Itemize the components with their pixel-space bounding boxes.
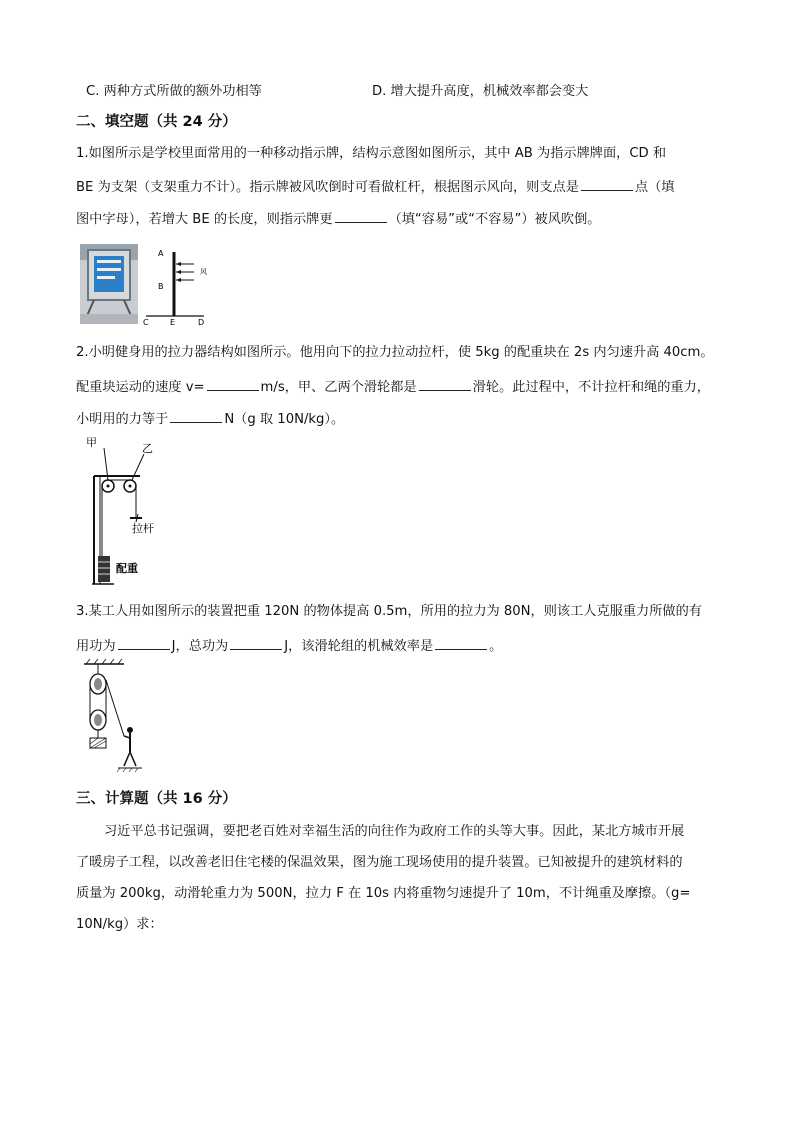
q1-line2 bbox=[76, 176, 674, 197]
q2-line2-text-a: 配重块运动的速度 v= bbox=[76, 380, 205, 395]
label-jia: 甲 bbox=[86, 436, 97, 449]
q1-line1: 1.如图所示是学校里面常用的一种移动指示牌，结构示意图如图所示，其中 AB 为指示牌牌面，CD 和 bbox=[76, 146, 667, 161]
label-yi: 乙 bbox=[142, 442, 153, 455]
q3-line2 bbox=[76, 635, 502, 656]
pull-trainer-diagram bbox=[80, 432, 180, 588]
label-lagan: 拉杆 bbox=[132, 522, 154, 535]
q2-line2-text-b: m/s，甲、乙两个滑轮都是 bbox=[260, 380, 417, 395]
q3-blank-total-work[interactable] bbox=[230, 635, 282, 650]
q2-line2-text-c: 滑轮。此过程中，不计拉杆和绳的重力， bbox=[472, 380, 710, 395]
q2-blank-force[interactable] bbox=[170, 408, 222, 423]
section2-heading: 二、填空题（共 24 分） bbox=[76, 114, 237, 130]
label-wind: 风 bbox=[200, 268, 207, 276]
q2-blank-pulley-type[interactable] bbox=[419, 376, 471, 391]
q3-line2-text-a: 用功为 bbox=[76, 639, 116, 654]
q3-line1: 3.某工人用如图所示的装置把重 120N 的物体提高 0.5m，所用的拉力为 80N，则该工人克服重力所做的有 bbox=[76, 604, 702, 619]
label-peizhong: 配重 bbox=[116, 562, 138, 575]
q2-line3 bbox=[76, 408, 344, 429]
q3-line2-text-b: J，总功为 bbox=[171, 639, 229, 654]
option-d: D. 增大提升高度，机械效率都会变大 bbox=[372, 84, 589, 99]
q1-line3 bbox=[76, 208, 601, 229]
s3-paragraph-line1: 习近平总书记强调，要把老百姓对幸福生活的向往作为政府工作的头等大事。因此，某北方城市开展 bbox=[104, 824, 685, 839]
q3-line2-text-d: 。 bbox=[489, 639, 503, 654]
label-c: C bbox=[143, 318, 149, 327]
label-b: B bbox=[158, 282, 164, 291]
q3-blank-useful-work[interactable] bbox=[118, 635, 170, 650]
q1-blank-easy[interactable] bbox=[335, 208, 387, 223]
q2-blank-speed[interactable] bbox=[207, 376, 259, 391]
q1-blank-fulcrum[interactable] bbox=[581, 176, 633, 191]
q2-line3-text-b: N（g 取 10N/kg）。 bbox=[224, 412, 345, 427]
s3-paragraph-line2: 了暖房子工程，以改善老旧住宅楼的保温效果，图为施工现场使用的提升装置。已知被提升的建筑材料的 bbox=[76, 855, 683, 870]
sign-photo bbox=[80, 244, 138, 324]
q1-line2-text-b: 点（填 bbox=[634, 180, 675, 195]
s3-paragraph-line3: 质量为 200kg，动滑轮重力为 500N，拉力 F 在 10s 内将重物匀速提升了 10m，不计绳重及摩擦。（g= bbox=[76, 886, 691, 901]
label-a: A bbox=[158, 249, 164, 258]
label-d: D bbox=[198, 318, 205, 327]
q2-line3-text-a: 小明用的力等于 bbox=[76, 412, 169, 427]
q2-line2 bbox=[76, 376, 710, 397]
label-e: E bbox=[170, 318, 176, 327]
option-c: C. 两种方式所做的额外功相等 bbox=[86, 84, 262, 99]
q1-line3-text-a: 图中字母），若增大 BE 的长度，则指示牌更 bbox=[76, 212, 333, 227]
q1-line3-text-b: （填“容易”或“不容易”）被风吹倒。 bbox=[388, 212, 601, 227]
q1-line2-text-a: BE 为支架（支架重力不计）。指示牌被风吹倒时可看做杠杆，根据图示风向，则支点是 bbox=[76, 180, 579, 195]
s3-paragraph-line4: 10N/kg）求： bbox=[76, 917, 163, 932]
pulley-block-diagram bbox=[80, 658, 152, 774]
q2-line1: 2.小明健身用的拉力器结构如图所示。他用向下的拉力拉动拉杆，使 5kg 的配重块在 2s 内匀速升高 40cm。 bbox=[76, 345, 714, 360]
q3-blank-efficiency[interactable] bbox=[435, 635, 487, 650]
section3-heading: 三、计算题（共 16 分） bbox=[76, 791, 237, 807]
sign-diagram bbox=[140, 244, 220, 328]
q3-line2-text-c: J，该滑轮组的机械效率是 bbox=[284, 639, 434, 654]
